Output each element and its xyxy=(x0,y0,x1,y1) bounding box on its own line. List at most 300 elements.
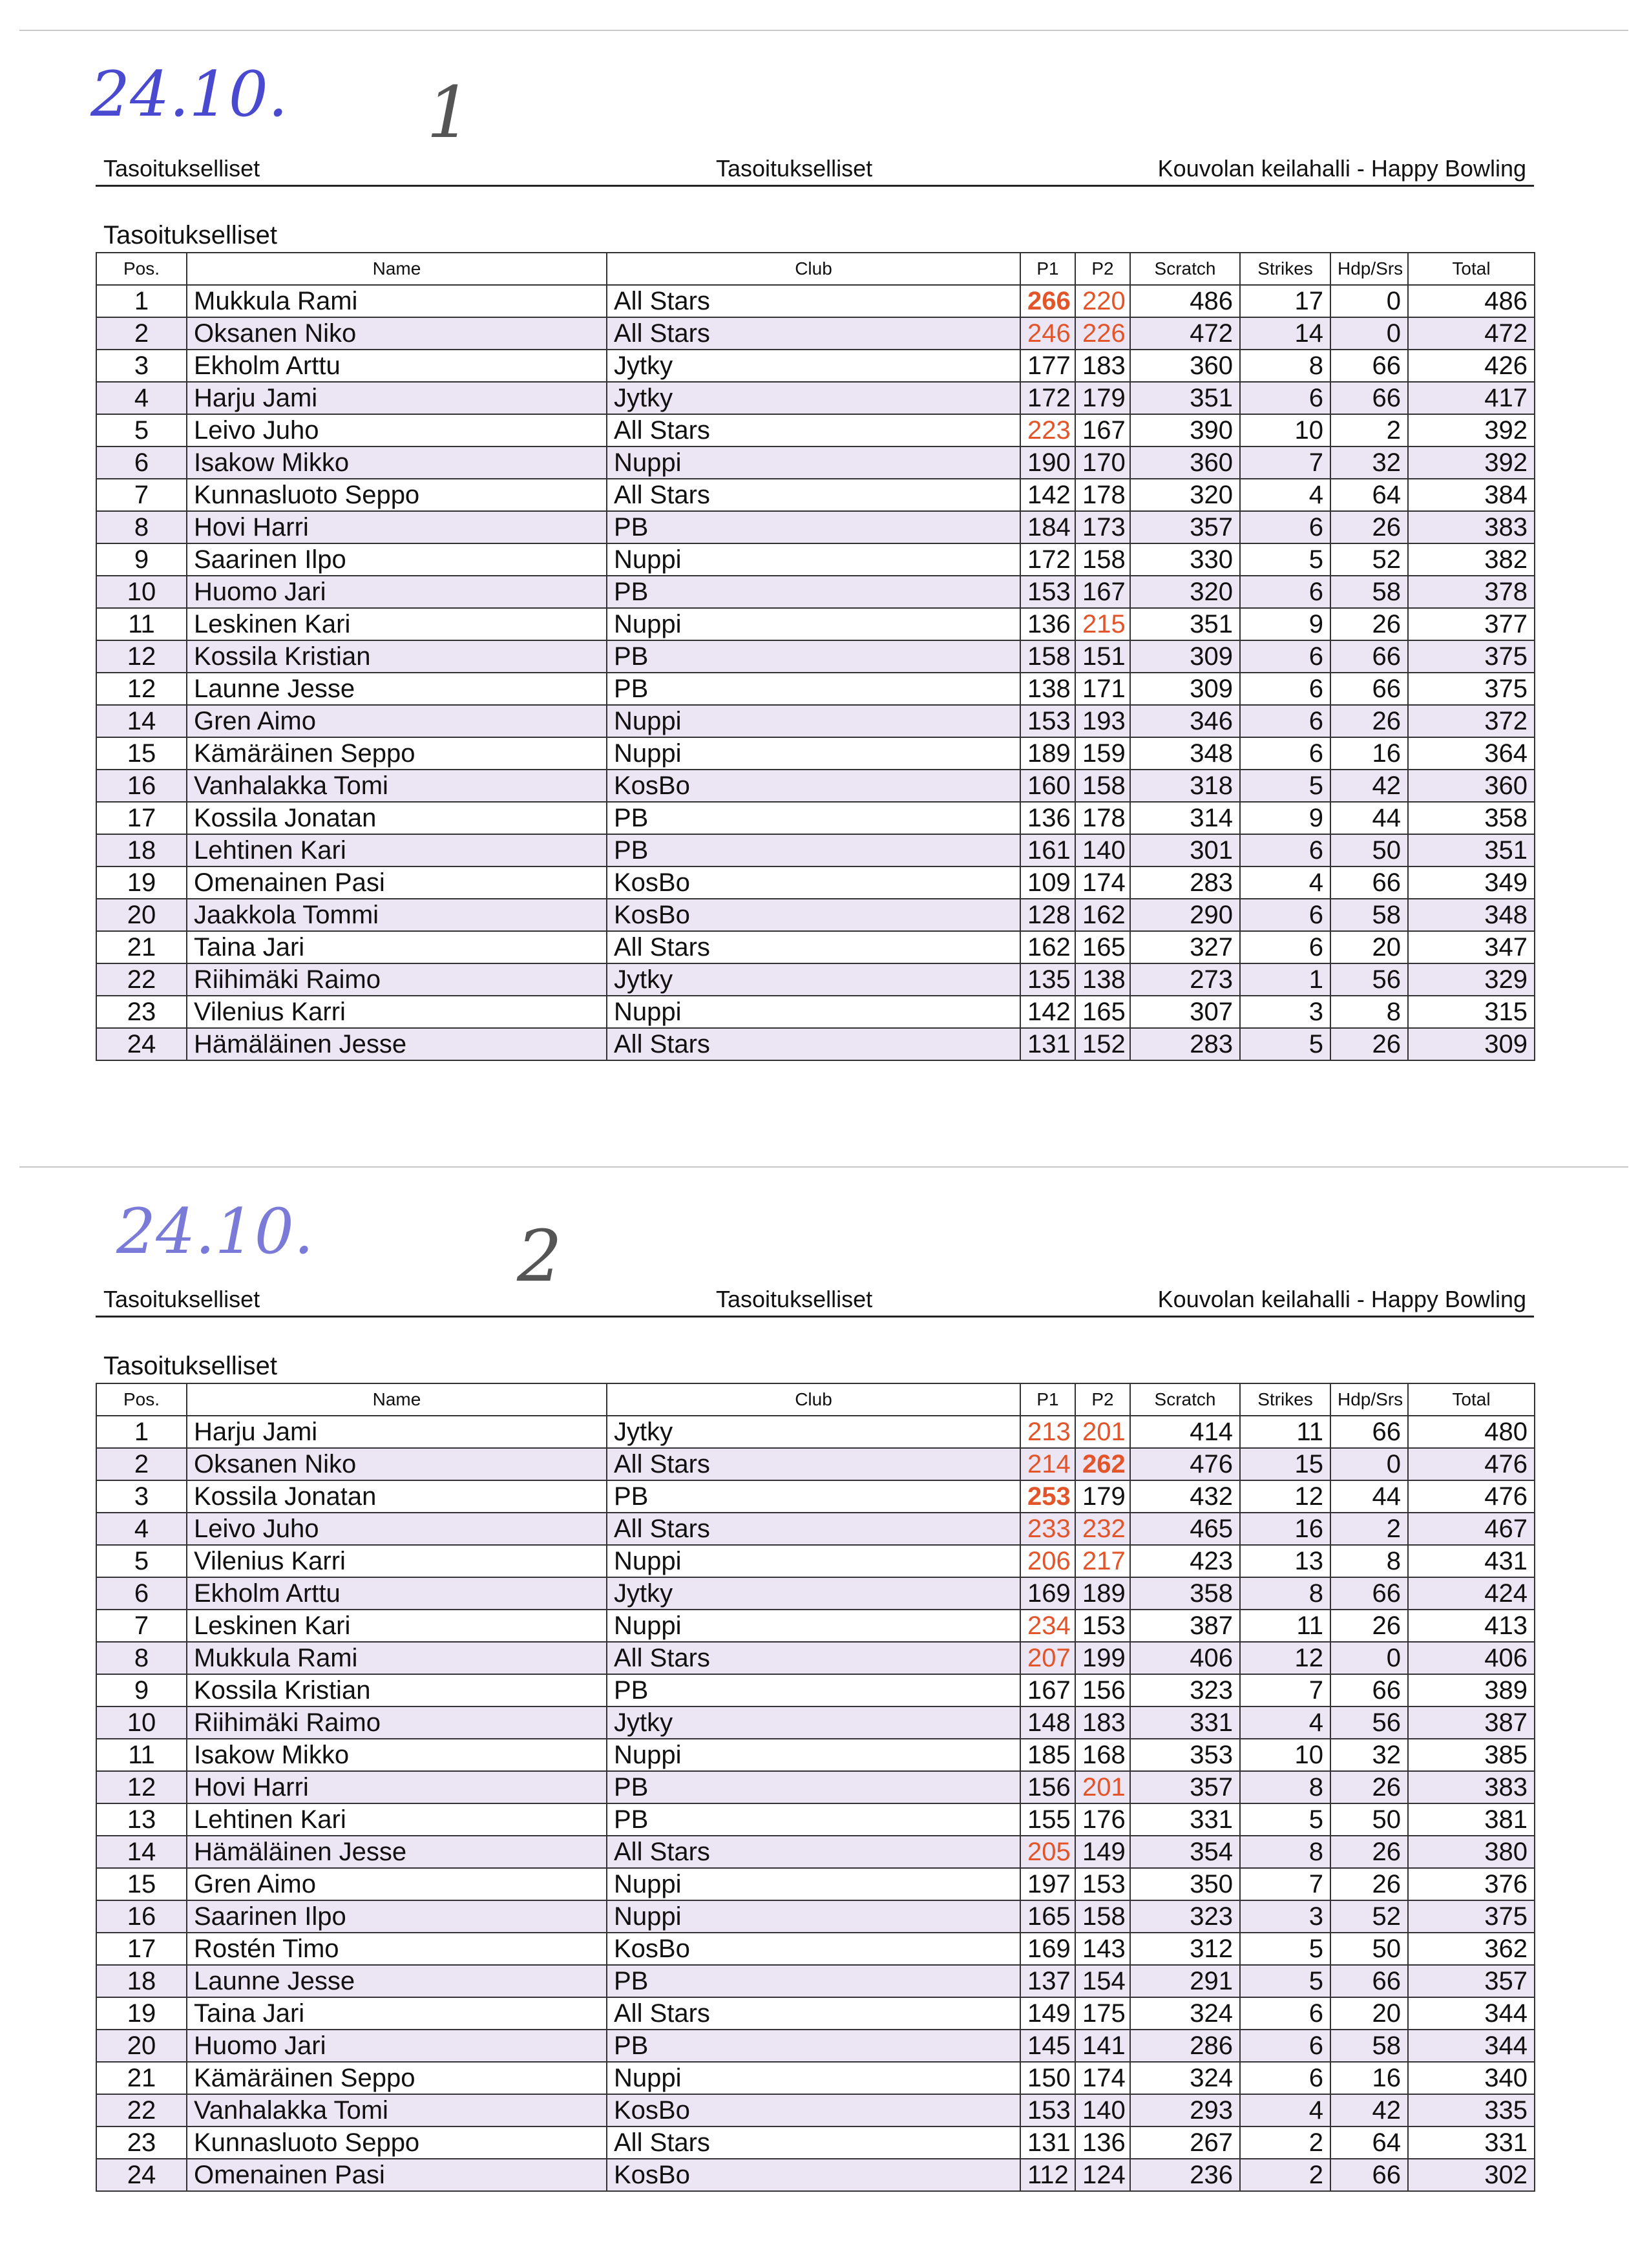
cell-p2: 158 xyxy=(1075,543,1130,576)
cell-total: 392 xyxy=(1408,414,1535,446)
column-header-p2: P2 xyxy=(1075,253,1130,285)
cell-hdp: 66 xyxy=(1330,1674,1408,1706)
cell-scratch: 357 xyxy=(1130,1771,1240,1803)
cell-club: Nuppi xyxy=(607,543,1020,576)
cell-p1: 128 xyxy=(1020,899,1075,931)
cell-total: 417 xyxy=(1408,382,1535,414)
cell-hdp: 64 xyxy=(1330,479,1408,511)
cell-p1: 167 xyxy=(1020,1674,1075,1706)
cell-strikes: 2 xyxy=(1240,2126,1330,2159)
table-row xyxy=(96,543,1535,576)
cell-hdp: 2 xyxy=(1330,414,1408,446)
cell-scratch: 312 xyxy=(1130,1933,1240,1965)
cell-scratch: 406 xyxy=(1130,1642,1240,1674)
page-header-2 xyxy=(96,1286,1534,1318)
cell-hdp: 8 xyxy=(1330,1545,1408,1577)
cell-p2: 220 xyxy=(1075,285,1130,317)
cell-club: Jytky xyxy=(607,963,1020,996)
cell-pos: 11 xyxy=(96,608,187,640)
cell-scratch: 331 xyxy=(1130,1706,1240,1739)
cell-pos: 20 xyxy=(96,2030,187,2062)
cell-p2: 183 xyxy=(1075,350,1130,382)
cell-pos: 1 xyxy=(96,1416,187,1448)
cell-p2: 175 xyxy=(1075,1997,1130,2030)
cell-pos: 19 xyxy=(96,1997,187,2030)
cell-scratch: 323 xyxy=(1130,1674,1240,1706)
column-header-p1: P1 xyxy=(1020,253,1075,285)
cell-p2: 156 xyxy=(1075,1674,1130,1706)
cell-total: 472 xyxy=(1408,317,1535,350)
cell-hdp: 26 xyxy=(1330,511,1408,543)
table-row xyxy=(96,705,1535,737)
table-row xyxy=(96,1706,1535,1739)
cell-p1: 165 xyxy=(1020,1900,1075,1933)
table-row xyxy=(96,382,1535,414)
cell-name: Hämäläinen Jesse xyxy=(187,1836,607,1868)
cell-p2: 141 xyxy=(1075,2030,1130,2062)
cell-p1: 135 xyxy=(1020,963,1075,996)
table-row xyxy=(96,576,1535,608)
cell-club: Jytky xyxy=(607,1706,1020,1739)
cell-name: Vilenius Karri xyxy=(187,1545,607,1577)
cell-name: Kossila Kristian xyxy=(187,640,607,673)
cell-p1: 184 xyxy=(1020,511,1075,543)
column-header-name: Name xyxy=(187,253,607,285)
cell-p1: 137 xyxy=(1020,1965,1075,1997)
cell-hdp: 20 xyxy=(1330,1997,1408,2030)
cell-pos: 22 xyxy=(96,963,187,996)
cell-club: Nuppi xyxy=(607,1739,1020,1771)
cell-total: 413 xyxy=(1408,1610,1535,1642)
cell-p2: 176 xyxy=(1075,1803,1130,1836)
cell-p2: 159 xyxy=(1075,737,1130,770)
cell-strikes: 17 xyxy=(1240,285,1330,317)
column-header-club: Club xyxy=(607,253,1020,285)
cell-total: 378 xyxy=(1408,576,1535,608)
cell-hdp: 2 xyxy=(1330,1513,1408,1545)
column-header-total: Total xyxy=(1408,1383,1535,1416)
cell-scratch: 318 xyxy=(1130,770,1240,802)
cell-total: 349 xyxy=(1408,866,1535,899)
cell-name: Omenainen Pasi xyxy=(187,866,607,899)
cell-strikes: 6 xyxy=(1240,931,1330,963)
cell-p2: 179 xyxy=(1075,1480,1130,1513)
cell-strikes: 10 xyxy=(1240,414,1330,446)
cell-p2: 178 xyxy=(1075,479,1130,511)
cell-p2: 167 xyxy=(1075,414,1130,446)
cell-total: 375 xyxy=(1408,673,1535,705)
cell-hdp: 0 xyxy=(1330,285,1408,317)
cell-total: 351 xyxy=(1408,834,1535,866)
cell-p1: 158 xyxy=(1020,640,1075,673)
cell-scratch: 353 xyxy=(1130,1739,1240,1771)
cell-total: 329 xyxy=(1408,963,1535,996)
cell-club: Jytky xyxy=(607,382,1020,414)
cell-club: PB xyxy=(607,1674,1020,1706)
cell-strikes: 6 xyxy=(1240,640,1330,673)
cell-hdp: 26 xyxy=(1330,608,1408,640)
cell-club: All Stars xyxy=(607,1513,1020,1545)
column-header-pos: Pos. xyxy=(96,1383,187,1416)
cell-p2: 154 xyxy=(1075,1965,1130,1997)
cell-p1: 162 xyxy=(1020,931,1075,963)
cell-scratch: 309 xyxy=(1130,673,1240,705)
cell-p2: 158 xyxy=(1075,1900,1130,1933)
cell-strikes: 7 xyxy=(1240,1868,1330,1900)
cell-strikes: 2 xyxy=(1240,2159,1330,2191)
cell-pos: 20 xyxy=(96,899,187,931)
cell-scratch: 350 xyxy=(1130,1868,1240,1900)
cell-club: PB xyxy=(607,1965,1020,1997)
cell-pos: 16 xyxy=(96,1900,187,1933)
cell-club: PB xyxy=(607,511,1020,543)
cell-strikes: 4 xyxy=(1240,479,1330,511)
table-row xyxy=(96,2126,1535,2159)
cell-strikes: 6 xyxy=(1240,2030,1330,2062)
cell-p1: 148 xyxy=(1020,1706,1075,1739)
table-row xyxy=(96,2030,1535,2062)
cell-scratch: 351 xyxy=(1130,382,1240,414)
column-header-p2: P2 xyxy=(1075,1383,1130,1416)
cell-total: 392 xyxy=(1408,446,1535,479)
cell-strikes: 5 xyxy=(1240,1803,1330,1836)
column-header-scratch: Scratch xyxy=(1130,1383,1240,1416)
table-row xyxy=(96,640,1535,673)
cell-pos: 17 xyxy=(96,802,187,834)
cell-p1: 131 xyxy=(1020,2126,1075,2159)
cell-pos: 17 xyxy=(96,1933,187,1965)
cell-total: 406 xyxy=(1408,1642,1535,1674)
cell-total: 387 xyxy=(1408,1706,1535,1739)
table-row xyxy=(96,414,1535,446)
cell-strikes: 6 xyxy=(1240,382,1330,414)
cell-total: 380 xyxy=(1408,1836,1535,1868)
cell-club: All Stars xyxy=(607,2126,1020,2159)
cell-name: Leskinen Kari xyxy=(187,1610,607,1642)
cell-hdp: 66 xyxy=(1330,1965,1408,1997)
column-header-name: Name xyxy=(187,1383,607,1416)
cell-club: KosBo xyxy=(607,2094,1020,2126)
column-header-hdp: Hdp/Srs xyxy=(1330,253,1408,285)
cell-total: 383 xyxy=(1408,511,1535,543)
handwritten-date-1: 24.10. xyxy=(90,58,288,131)
cell-name: Isakow Mikko xyxy=(187,446,607,479)
cell-strikes: 13 xyxy=(1240,1545,1330,1577)
cell-p1: 161 xyxy=(1020,834,1075,866)
cell-club: PB xyxy=(607,673,1020,705)
cell-strikes: 5 xyxy=(1240,1933,1330,1965)
cell-name: Harju Jami xyxy=(187,382,607,414)
cell-strikes: 16 xyxy=(1240,1513,1330,1545)
cell-p1: 131 xyxy=(1020,1028,1075,1060)
cell-club: Nuppi xyxy=(607,705,1020,737)
cell-p1: 206 xyxy=(1020,1545,1075,1577)
header-center-1: Tasoitukselliset xyxy=(716,155,873,182)
cell-name: Hovi Harri xyxy=(187,1771,607,1803)
cell-name: Jaakkola Tommi xyxy=(187,899,607,931)
cell-pos: 11 xyxy=(96,1739,187,1771)
table-row xyxy=(96,1836,1535,1868)
cell-club: KosBo xyxy=(607,1933,1020,1965)
cell-pos: 19 xyxy=(96,866,187,899)
cell-name: Taina Jari xyxy=(187,931,607,963)
cell-strikes: 3 xyxy=(1240,996,1330,1028)
cell-scratch: 354 xyxy=(1130,1836,1240,1868)
table-row xyxy=(96,1739,1535,1771)
cell-total: 302 xyxy=(1408,2159,1535,2191)
cell-p1: 153 xyxy=(1020,2094,1075,2126)
cell-name: Kossila Kristian xyxy=(187,1674,607,1706)
cell-scratch: 330 xyxy=(1130,543,1240,576)
cell-club: All Stars xyxy=(607,285,1020,317)
cell-scratch: 360 xyxy=(1130,350,1240,382)
cell-scratch: 320 xyxy=(1130,479,1240,511)
cell-pos: 21 xyxy=(96,931,187,963)
cell-pos: 6 xyxy=(96,1577,187,1610)
cell-total: 382 xyxy=(1408,543,1535,576)
cell-pos: 9 xyxy=(96,1674,187,1706)
cell-hdp: 26 xyxy=(1330,1610,1408,1642)
cell-name: Kunnasluoto Seppo xyxy=(187,479,607,511)
cell-name: Hämäläinen Jesse xyxy=(187,1028,607,1060)
cell-total: 383 xyxy=(1408,1771,1535,1803)
cell-p1: 253 xyxy=(1020,1480,1075,1513)
table-row xyxy=(96,931,1535,963)
header-left-1: Tasoitukselliset xyxy=(103,155,260,182)
results-table-1 xyxy=(96,252,1535,1061)
cell-scratch: 331 xyxy=(1130,1803,1240,1836)
cell-scratch: 236 xyxy=(1130,2159,1240,2191)
cell-p1: 266 xyxy=(1020,285,1075,317)
handwritten-number-2: 2 xyxy=(517,1215,562,1297)
cell-p2: 232 xyxy=(1075,1513,1130,1545)
cell-club: KosBo xyxy=(607,899,1020,931)
cell-p2: 140 xyxy=(1075,2094,1130,2126)
cell-club: PB xyxy=(607,1480,1020,1513)
cell-hdp: 42 xyxy=(1330,770,1408,802)
cell-p2: 143 xyxy=(1075,1933,1130,1965)
cell-hdp: 32 xyxy=(1330,446,1408,479)
table-row xyxy=(96,479,1535,511)
cell-p1: 136 xyxy=(1020,608,1075,640)
cell-name: Launne Jesse xyxy=(187,1965,607,1997)
cell-p1: 190 xyxy=(1020,446,1075,479)
column-header-scratch: Scratch xyxy=(1130,253,1240,285)
table-row xyxy=(96,446,1535,479)
cell-pos: 4 xyxy=(96,1513,187,1545)
cell-p1: 246 xyxy=(1020,317,1075,350)
cell-club: PB xyxy=(607,640,1020,673)
cell-club: Jytky xyxy=(607,1416,1020,1448)
cell-total: 385 xyxy=(1408,1739,1535,1771)
cell-total: 331 xyxy=(1408,2126,1535,2159)
cell-hdp: 66 xyxy=(1330,1416,1408,1448)
table-row xyxy=(96,317,1535,350)
cell-strikes: 11 xyxy=(1240,1416,1330,1448)
cell-p1: 169 xyxy=(1020,1577,1075,1610)
cell-total: 424 xyxy=(1408,1577,1535,1610)
cell-total: 389 xyxy=(1408,1674,1535,1706)
cell-scratch: 348 xyxy=(1130,737,1240,770)
cell-pos: 5 xyxy=(96,414,187,446)
cell-scratch: 320 xyxy=(1130,576,1240,608)
cell-p2: 262 xyxy=(1075,1448,1130,1480)
cell-p2: 149 xyxy=(1075,1836,1130,1868)
cell-total: 480 xyxy=(1408,1416,1535,1448)
cell-hdp: 44 xyxy=(1330,1480,1408,1513)
table-row xyxy=(96,770,1535,802)
cell-pos: 5 xyxy=(96,1545,187,1577)
cell-name: Kossila Jonatan xyxy=(187,1480,607,1513)
table-row xyxy=(96,1577,1535,1610)
cell-p1: 156 xyxy=(1020,1771,1075,1803)
cell-p2: 173 xyxy=(1075,511,1130,543)
cell-p1: 185 xyxy=(1020,1739,1075,1771)
column-header-total: Total xyxy=(1408,253,1535,285)
cell-scratch: 309 xyxy=(1130,640,1240,673)
cell-hdp: 42 xyxy=(1330,2094,1408,2126)
cell-club: Nuppi xyxy=(607,1545,1020,1577)
column-header-hdp: Hdp/Srs xyxy=(1330,1383,1408,1416)
cell-name: Vanhalakka Tomi xyxy=(187,770,607,802)
cell-pos: 12 xyxy=(96,1771,187,1803)
cell-scratch: 387 xyxy=(1130,1610,1240,1642)
table-row xyxy=(96,2159,1535,2191)
cell-p2: 170 xyxy=(1075,446,1130,479)
cell-pos: 2 xyxy=(96,317,187,350)
cell-pos: 8 xyxy=(96,511,187,543)
cell-strikes: 12 xyxy=(1240,1480,1330,1513)
cell-club: All Stars xyxy=(607,1642,1020,1674)
cell-strikes: 7 xyxy=(1240,1674,1330,1706)
results-table-2 xyxy=(96,1383,1535,2192)
cell-strikes: 6 xyxy=(1240,576,1330,608)
cell-club: All Stars xyxy=(607,479,1020,511)
cell-hdp: 26 xyxy=(1330,1868,1408,1900)
cell-scratch: 346 xyxy=(1130,705,1240,737)
cell-strikes: 6 xyxy=(1240,705,1330,737)
cell-name: Vilenius Karri xyxy=(187,996,607,1028)
cell-hdp: 66 xyxy=(1330,350,1408,382)
cell-total: 340 xyxy=(1408,2062,1535,2094)
table-row xyxy=(96,1965,1535,1997)
cell-pos: 14 xyxy=(96,705,187,737)
cell-strikes: 5 xyxy=(1240,1028,1330,1060)
cell-scratch: 414 xyxy=(1130,1416,1240,1448)
table-row xyxy=(96,963,1535,996)
column-header-pos: Pos. xyxy=(96,253,187,285)
cell-strikes: 8 xyxy=(1240,1836,1330,1868)
cell-hdp: 16 xyxy=(1330,2062,1408,2094)
column-header-strikes: Strikes xyxy=(1240,1383,1330,1416)
cell-p1: 153 xyxy=(1020,576,1075,608)
cell-club: All Stars xyxy=(607,1997,1020,2030)
cell-p1: 150 xyxy=(1020,2062,1075,2094)
cell-pos: 16 xyxy=(96,770,187,802)
cell-pos: 23 xyxy=(96,2126,187,2159)
cell-scratch: 273 xyxy=(1130,963,1240,996)
cell-p2: 136 xyxy=(1075,2126,1130,2159)
cell-hdp: 66 xyxy=(1330,382,1408,414)
cell-strikes: 5 xyxy=(1240,1965,1330,1997)
cell-p2: 193 xyxy=(1075,705,1130,737)
cell-total: 347 xyxy=(1408,931,1535,963)
cell-total: 364 xyxy=(1408,737,1535,770)
cell-hdp: 26 xyxy=(1330,1028,1408,1060)
cell-hdp: 58 xyxy=(1330,899,1408,931)
cell-p2: 174 xyxy=(1075,2062,1130,2094)
cell-strikes: 11 xyxy=(1240,1610,1330,1642)
header-center-2: Tasoitukselliset xyxy=(716,1286,873,1312)
cell-p1: 142 xyxy=(1020,479,1075,511)
cell-p1: 112 xyxy=(1020,2159,1075,2191)
cell-p1: 177 xyxy=(1020,350,1075,382)
cell-hdp: 0 xyxy=(1330,317,1408,350)
column-header-p1: P1 xyxy=(1020,1383,1075,1416)
table-row xyxy=(96,1513,1535,1545)
cell-club: KosBo xyxy=(607,2159,1020,2191)
cell-p1: 234 xyxy=(1020,1610,1075,1642)
cell-scratch: 324 xyxy=(1130,2062,1240,2094)
cell-p2: 140 xyxy=(1075,834,1130,866)
cell-scratch: 357 xyxy=(1130,511,1240,543)
page-header-1 xyxy=(96,155,1534,187)
cell-pos: 2 xyxy=(96,1448,187,1480)
cell-club: Nuppi xyxy=(607,737,1020,770)
cell-p1: 213 xyxy=(1020,1416,1075,1448)
cell-p2: 201 xyxy=(1075,1416,1130,1448)
cell-p2: 153 xyxy=(1075,1610,1130,1642)
cell-club: PB xyxy=(607,1771,1020,1803)
page-divider-top xyxy=(19,30,1628,31)
cell-club: Nuppi xyxy=(607,608,1020,640)
cell-p2: 189 xyxy=(1075,1577,1130,1610)
cell-p2: 165 xyxy=(1075,931,1130,963)
cell-name: Lehtinen Kari xyxy=(187,1803,607,1836)
cell-strikes: 9 xyxy=(1240,608,1330,640)
cell-p2: 124 xyxy=(1075,2159,1130,2191)
column-header-club: Club xyxy=(607,1383,1020,1416)
cell-total: 476 xyxy=(1408,1480,1535,1513)
cell-pos: 10 xyxy=(96,1706,187,1739)
cell-name: Leivo Juho xyxy=(187,414,607,446)
cell-pos: 3 xyxy=(96,1480,187,1513)
cell-strikes: 8 xyxy=(1240,1771,1330,1803)
cell-strikes: 6 xyxy=(1240,2062,1330,2094)
table-row xyxy=(96,1545,1535,1577)
cell-club: All Stars xyxy=(607,931,1020,963)
cell-p1: 138 xyxy=(1020,673,1075,705)
cell-scratch: 390 xyxy=(1130,414,1240,446)
table-row xyxy=(96,899,1535,931)
cell-name: Harju Jami xyxy=(187,1416,607,1448)
cell-scratch: 307 xyxy=(1130,996,1240,1028)
cell-name: Hovi Harri xyxy=(187,511,607,543)
table-row xyxy=(96,1674,1535,1706)
cell-scratch: 314 xyxy=(1130,802,1240,834)
table-row xyxy=(96,1416,1535,1448)
cell-total: 335 xyxy=(1408,2094,1535,2126)
cell-name: Gren Aimo xyxy=(187,1868,607,1900)
cell-club: KosBo xyxy=(607,770,1020,802)
cell-name: Ekholm Arttu xyxy=(187,1577,607,1610)
table-row xyxy=(96,1933,1535,1965)
table-title-2: Tasoitukselliset xyxy=(103,1352,278,1380)
cell-scratch: 327 xyxy=(1130,931,1240,963)
table-row xyxy=(96,285,1535,317)
cell-hdp: 64 xyxy=(1330,2126,1408,2159)
cell-club: Nuppi xyxy=(607,446,1020,479)
